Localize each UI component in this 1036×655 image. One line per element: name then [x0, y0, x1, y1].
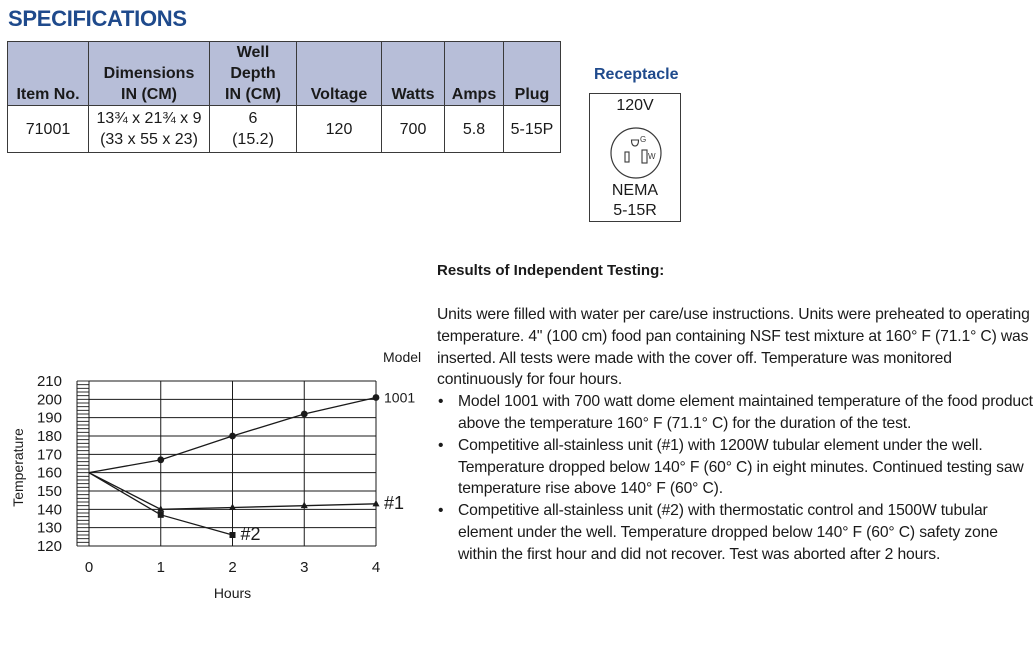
- receptacle-voltage: 120V: [616, 97, 654, 114]
- list-item: • Model 1001 with 700 watt dome element maintained temperature of the food product above the temperature 160° F (71.1° C) for the duration of the test.: [437, 391, 1033, 435]
- data-point: [373, 394, 380, 401]
- y-tick-label: 120: [36, 538, 62, 555]
- data-point: [229, 433, 236, 440]
- column-header-voltage: Voltage: [297, 42, 382, 106]
- receptacle-nema-type: 5-15R: [613, 202, 657, 219]
- table-row: [8, 106, 561, 153]
- page-title: SPECIFICATIONS: [8, 6, 187, 31]
- results-list: [437, 391, 1033, 565]
- x-tick-label: 0: [84, 559, 94, 576]
- x-tick-label: 4: [371, 559, 381, 576]
- column-header-amps: Amps: [445, 42, 504, 106]
- nema-outlet-icon: [609, 126, 663, 180]
- data-point: [158, 512, 164, 518]
- x-tick-label: 3: [300, 559, 309, 576]
- data-point: [157, 456, 164, 463]
- x-tick-label: 1: [156, 559, 165, 576]
- series-label: #1: [384, 492, 405, 513]
- ground-label: G: [640, 135, 647, 144]
- y-tick-label: 150: [36, 483, 62, 500]
- y-tick-label: 190: [36, 409, 62, 427]
- column-header-dimensions: Dimensions IN (CM): [89, 42, 210, 106]
- cell-amps: 5.8: [445, 106, 504, 153]
- temperature-chart: [0, 348, 430, 608]
- list-item: • Competitive all-stainless unit (#2) with thermostatic control and 1500W tubular element under the well. Temperature dropped below 140° F (60° C) safety zone within the first hour and did not recover. Test was aborted after 2 hours.: [437, 500, 1033, 565]
- y-tick-label: 200: [36, 391, 62, 409]
- specifications-table: [7, 41, 561, 153]
- y-axis-label: Temperature: [10, 428, 26, 507]
- data-point: [229, 504, 236, 511]
- cell-well-depth: 6 (15.2): [210, 106, 297, 153]
- column-header-watts: Watts: [382, 42, 445, 106]
- column-header-plug: Plug: [504, 42, 561, 106]
- x-axis-label: Hours: [213, 585, 252, 601]
- data-point: [373, 500, 380, 507]
- y-tick-label: 130: [36, 519, 62, 537]
- receptacle-title: Receptacle: [594, 66, 679, 83]
- data-point: [230, 532, 236, 538]
- cell-dimensions: 13¾ x 21¾ x 9 (33 x 55 x 23): [89, 106, 210, 153]
- receptacle-box: [589, 93, 681, 222]
- y-tick-label: 180: [36, 428, 62, 445]
- column-header-item-no: Item No.: [8, 42, 89, 106]
- y-tick-label: 140: [36, 501, 62, 519]
- results-title: Results of Independent Testing:: [437, 262, 665, 279]
- cell-item-no: 71001: [8, 106, 89, 153]
- data-point: [301, 502, 308, 509]
- x-tick-label: 2: [228, 559, 237, 576]
- column-header-well-depth: Well Depth IN (CM): [210, 42, 297, 106]
- table-header-row: [8, 42, 561, 106]
- list-item: • Competitive all-stainless unit (#1) with 1200W tubular element under the well. Temperature dropped below 140° F (60° C) in eight minutes. Continued testing saw temperature rise above 140° F (60° C).: [437, 435, 1033, 500]
- y-tick-label: 210: [36, 373, 62, 390]
- data-point: [301, 411, 308, 418]
- cell-watts: 700: [382, 106, 445, 153]
- neutral-label: W: [648, 152, 656, 161]
- results-body: [437, 304, 1033, 566]
- cell-voltage: 120: [297, 106, 382, 153]
- y-tick-label: 160: [36, 464, 62, 482]
- series-label: #2: [240, 524, 261, 544]
- y-tick-label: 170: [36, 446, 62, 464]
- results-intro: Units were filled with water per care/use instructions. Units were preheated to operating temperature. 4" (100 cm) food pan containing NSF test mixture at 160° F (71.1° C) was inserted. All tests were made with the cover off. Temperature was monitored continuously for four hours.: [437, 306, 1030, 389]
- cell-plug: 5-15P: [504, 106, 561, 153]
- series-label: 1001: [384, 389, 416, 406]
- receptacle-nema: NEMA: [611, 182, 659, 199]
- legend-title: Model: [383, 349, 422, 365]
